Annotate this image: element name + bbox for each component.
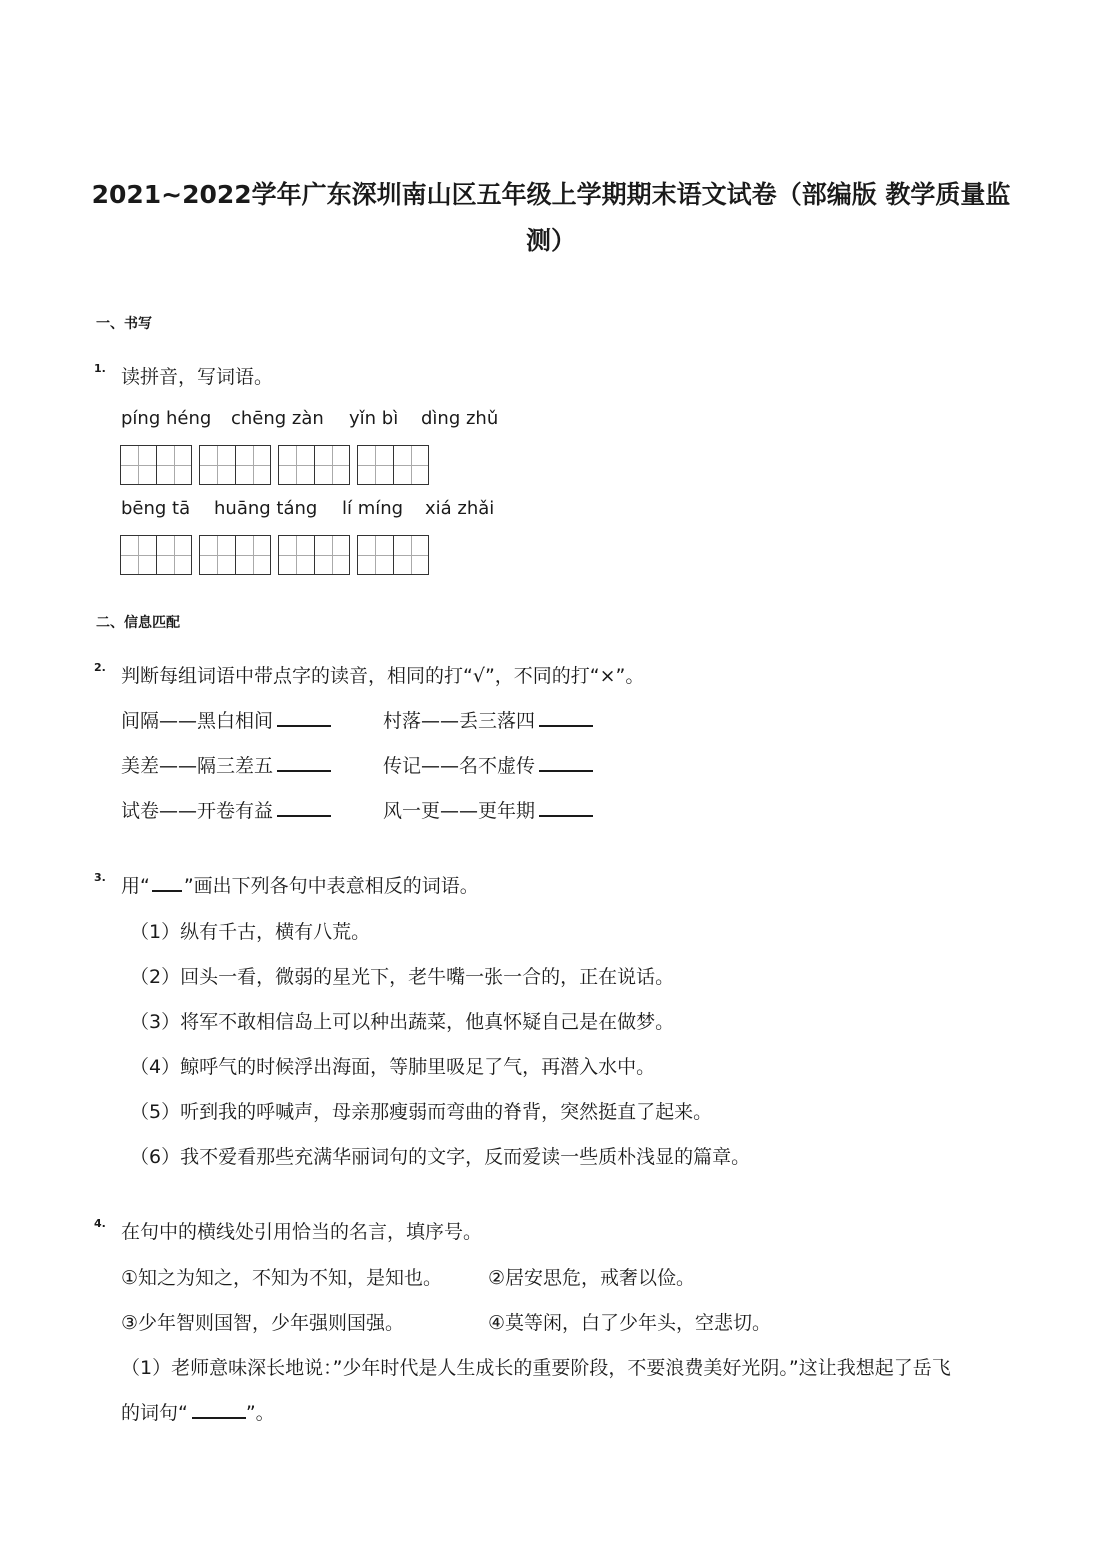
writing-box[interactable] — [199, 445, 271, 485]
pair-right: 村落——丢三落四 — [383, 710, 536, 732]
prompt-post: ”画出下列各句中表意相反的词语。 — [183, 875, 479, 897]
quote-option: ①知之为知之，不知为不知，是知也。 — [121, 1267, 443, 1289]
question-number: 4. — [94, 1217, 106, 1230]
pair-right: 风一更——更年期 — [383, 800, 536, 822]
pair-row — [121, 796, 536, 823]
pair-left: 美差——隔三差五 — [121, 755, 274, 777]
question-prompt — [121, 871, 479, 898]
pair-row — [121, 706, 536, 733]
question-number: 2. — [94, 661, 106, 674]
pinyin-item: xiá zhǎi — [425, 498, 495, 519]
sentence-item: （2）回头一看，微弱的星光下，老牛嘴一张一合的，正在说话。 — [130, 966, 675, 988]
question-prompt: 在句中的横线处引用恰当的名言，填序号。 — [121, 1221, 483, 1243]
pinyin-item: lí míng — [342, 498, 404, 519]
blank-post: ”。 — [245, 1402, 275, 1424]
underline-sample — [152, 874, 182, 892]
answer-blank[interactable] — [277, 754, 331, 772]
title-line-2: 测） — [525, 226, 576, 255]
sub-question-text-2 — [121, 1398, 275, 1425]
pair-right: 传记——名不虚传 — [383, 755, 536, 777]
answer-blank[interactable] — [192, 1401, 246, 1419]
question-number: 1. — [94, 362, 106, 375]
quote-row — [121, 1308, 772, 1335]
writing-box[interactable] — [120, 535, 192, 575]
pair-left: 间隔——黑白相间 — [121, 710, 274, 732]
page-title — [90, 172, 1012, 264]
writing-box[interactable] — [278, 535, 350, 575]
answer-blank[interactable] — [539, 754, 593, 772]
blank-pre: 的词句“ — [121, 1402, 188, 1424]
quote-row — [121, 1263, 696, 1290]
section-heading-matching: 二、信息匹配 — [96, 615, 180, 631]
pair-left: 试卷——开卷有益 — [121, 800, 274, 822]
writing-box[interactable] — [120, 445, 192, 485]
pinyin-item: chēng zàn — [231, 408, 324, 429]
pair-row — [121, 751, 536, 778]
writing-box[interactable] — [278, 445, 350, 485]
sentence-item: （4）鲸呼气的时候浮出海面，等肺里吸足了气，再潜入水中。 — [130, 1056, 656, 1078]
pinyin-item: píng héng — [121, 408, 212, 429]
quote-option: ④莫等闲，白了少年头，空悲切。 — [488, 1312, 772, 1334]
question-prompt: 读拼音，写词语。 — [121, 366, 274, 388]
title-line-1: 2021~2022学年广东深圳南山区五年级上学期期末语文试卷（部编版 教学质量监 — [91, 180, 1011, 209]
quote-option: ③少年智则国智，少年强则国强。 — [121, 1312, 405, 1334]
sentence-item: （3）将军不敢相信岛上可以种出蔬菜，他真怀疑自己是在做梦。 — [130, 1011, 675, 1033]
question-prompt: 判断每组词语中带点字的读音，相同的打“√”，不同的打“×”。 — [121, 665, 645, 687]
section-heading-writing: 一、书写 — [96, 316, 152, 332]
prompt-pre: 用“ — [121, 875, 150, 897]
pinyin-item: yǐn bì — [349, 408, 399, 429]
answer-blank[interactable] — [277, 799, 331, 817]
pinyin-item: huāng táng — [214, 498, 318, 519]
answer-blank[interactable] — [539, 709, 593, 727]
sentence-item: （5）听到我的呼喊声，母亲那瘦弱而弯曲的脊背，突然挺直了起来。 — [130, 1101, 713, 1123]
sentence-item: （6）我不爱看那些充满华丽词句的文字，反而爱读一些质朴浅显的篇章。 — [130, 1146, 751, 1168]
sub-question-text: （1）老师意味深长地说：”少年时代是人生成长的重要阶段，不要浪费美好光阴。”这让我想起了岳飞 — [121, 1357, 951, 1379]
answer-blank[interactable] — [277, 709, 331, 727]
quote-option: ②居安思危，戒奢以俭。 — [488, 1267, 696, 1289]
writing-box[interactable] — [357, 535, 429, 575]
pinyin-item: dìng zhǔ — [421, 408, 499, 429]
writing-box[interactable] — [357, 445, 429, 485]
answer-blank[interactable] — [539, 799, 593, 817]
sentence-item: （1）纵有千古，横有八荒。 — [130, 921, 371, 943]
writing-box[interactable] — [199, 535, 271, 575]
pinyin-item: bēng tā — [121, 498, 191, 519]
question-number: 3. — [94, 871, 106, 884]
